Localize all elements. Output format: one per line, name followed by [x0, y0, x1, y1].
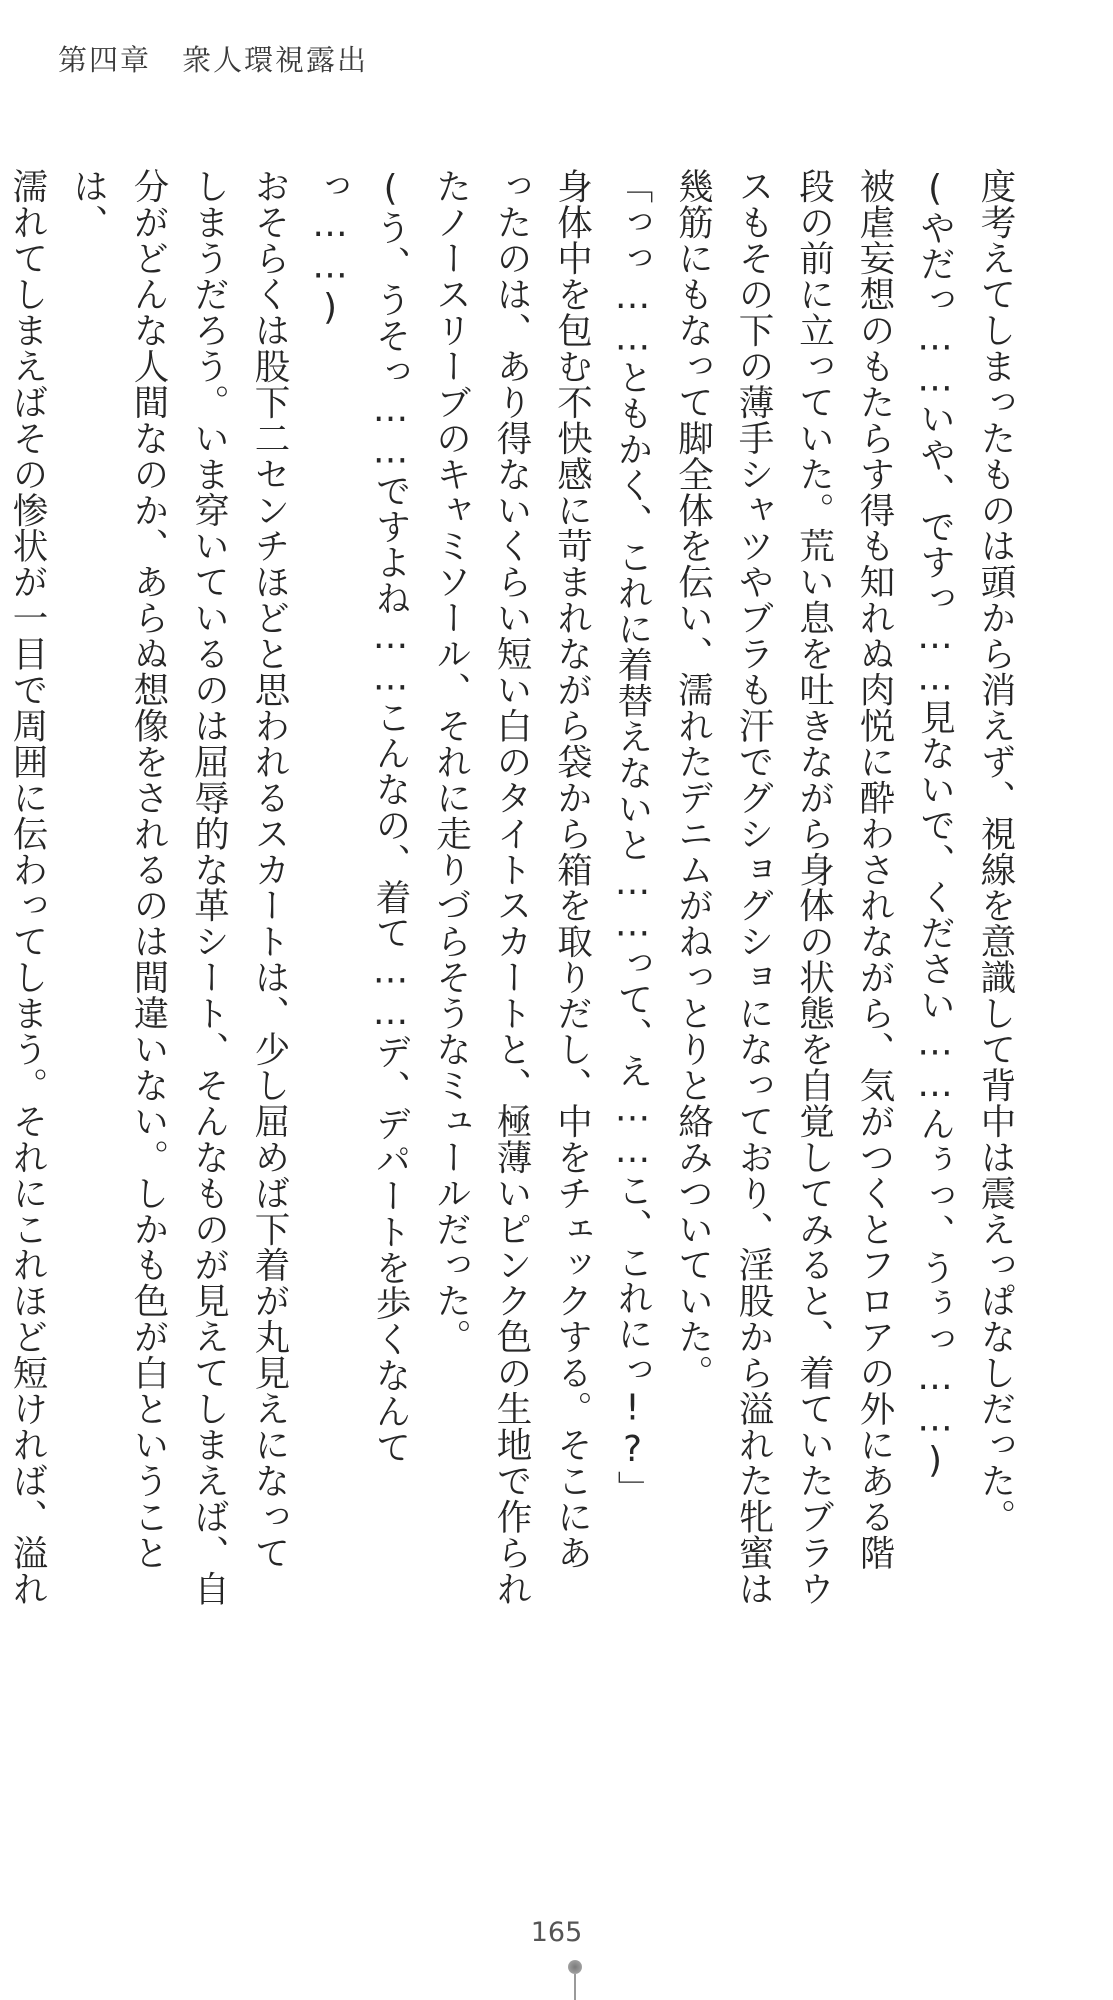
text-line: (やだっ……いや、ですっ……見ないで、ください……んぅっ、うぅっ……)	[914, 168, 956, 1482]
text-line: 濡れてしまえばその惨状が一目で周囲に伝わってしまう。それにこれほど短ければ、溢れ	[7, 168, 48, 1606]
text-line: 被虐妄想のもたらす得も知れぬ肉悦に酔わされながら、気がつくとフロアの外にある階	[854, 168, 895, 1571]
text-line: 身体中を包む不快感に苛まれながら袋から箱を取りだし、中をチェックする。そこにあ	[551, 168, 593, 1571]
text-line: 度考えてしまったものは頭から消えず、視線を意識して背中は震えっぱなしだった。	[975, 168, 1016, 1535]
text-line: (う、うそっ……ですよね……こんなの、着て……デ、デパートを歩くなんてっ……)	[309, 168, 411, 1465]
text-line: たノースリーブのキャミソール、それに走りづらそうなミュールだった。	[430, 168, 472, 1355]
chapter-running-head: 第四章 衆人環視露出	[58, 43, 369, 77]
folio-dot-ornament	[568, 1960, 582, 1974]
folio-stem-line	[574, 1974, 576, 2000]
page-number: 165	[530, 1917, 583, 1948]
text-line: しまうだろう。いま穿いているのは屈辱的な革シート、そんなものが見えてしまえば、自	[188, 168, 230, 1606]
text-line: 「っっ……ともかく、これに着替えないと……って、え……こ、これにっ!?」	[612, 168, 653, 1507]
text-line: 段の前に立っていた。荒い息を吐きながら身体の状態を自覚してみると、着ていたブラウ	[793, 168, 835, 1606]
text-line: ったのは、あり得ないくらい短い白のタイトスカートと、極薄いピンク色の生地で作られ	[491, 168, 532, 1606]
vertical-body-text	[0, 168, 1025, 1613]
text-line: スもその下の薄手シャツやブラも汗でグショグショになっており、淫股から溢れた牝蜜は	[733, 168, 774, 1606]
text-line: おそらくは股下二センチほどと思われるスカートは、少し屈めば下着が丸見えになって	[249, 168, 290, 1571]
text-line: 分がどんな人間なのか、あらぬ想像をされるのは間違いない。しかも色が白ということは、	[67, 168, 169, 1571]
text-line: 幾筋にもなって脚全体を伝い、濡れたデニムがねっとりと絡みついていた。	[672, 168, 714, 1391]
